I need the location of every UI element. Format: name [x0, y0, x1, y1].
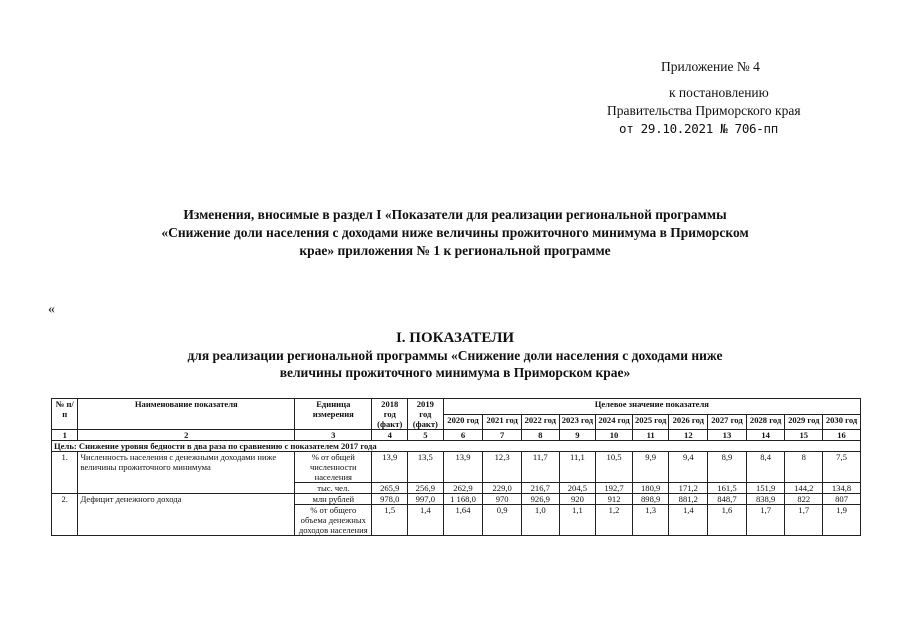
title-line-1: Изменения, вносимые в раздел I «Показатели для реализации региональной программы	[183, 207, 727, 222]
annex-date: от 29.10.2021 № 706-пп	[619, 121, 778, 136]
header-year: 2029 год	[785, 414, 823, 430]
header-number: № п/п	[52, 399, 78, 430]
index-cell: 16	[823, 430, 861, 441]
header-row	[52, 399, 861, 415]
index-cell: 11	[632, 430, 669, 441]
index-cell: 8	[521, 430, 559, 441]
row-value: 1,7	[746, 505, 785, 536]
section-line-2: величины прожиточного минимума в Приморском крае»	[279, 365, 631, 380]
row-value: 144,2	[785, 483, 823, 494]
annex-resolution: к постановлению	[669, 85, 769, 100]
index-row	[52, 430, 861, 441]
row-value: 838,9	[746, 494, 785, 505]
header-2019: 2019 год (факт)	[408, 399, 444, 430]
table-row	[52, 494, 861, 505]
header-target: Целевое значение показателя	[443, 399, 860, 415]
row-value: 204,5	[559, 483, 596, 494]
open-quote: «	[48, 302, 55, 317]
row-value: 192,7	[596, 483, 633, 494]
row-value: 1,6	[708, 505, 747, 536]
row-value: 970	[483, 494, 522, 505]
section-title	[110, 330, 800, 381]
row-value: 262,9	[443, 483, 483, 494]
row-value: 920	[559, 494, 596, 505]
row-value: 1,0	[521, 505, 559, 536]
row-value: 180,9	[632, 483, 669, 494]
row-name: Численность населения с денежными доходами ниже величины прожиточного минимума	[78, 452, 295, 494]
row-value: 11,1	[559, 452, 596, 483]
row-value: 11,7	[521, 452, 559, 483]
annex-block	[595, 58, 835, 138]
title-line-3: крае» приложения № 1 к региональной программе	[299, 243, 611, 258]
header-year: 2026 год	[669, 414, 708, 430]
row-value: 151,9	[746, 483, 785, 494]
header-year: 2030 год	[823, 414, 861, 430]
index-cell: 4	[372, 430, 408, 441]
row-value: 0,9	[483, 505, 522, 536]
header-unit: Единица измерения	[295, 399, 372, 430]
row-value: 12,3	[483, 452, 522, 483]
index-cell: 2	[78, 430, 295, 441]
annex-government: Правительства Приморского края	[607, 103, 801, 118]
annex-number: Приложение № 4	[661, 59, 760, 74]
row-value: 216,7	[521, 483, 559, 494]
row-value: 13,9	[372, 452, 408, 483]
index-cell: 14	[746, 430, 785, 441]
row-value: 1,3	[632, 505, 669, 536]
index-cell: 3	[295, 430, 372, 441]
row-value: 978,0	[372, 494, 408, 505]
section-heading: I. ПОКАЗАТЕЛИ	[395, 330, 515, 346]
row-value: 1,64	[443, 505, 483, 536]
row-value: 926,9	[521, 494, 559, 505]
row-value: 1 168,0	[443, 494, 483, 505]
row-value: 8	[785, 452, 823, 483]
row-unit: % от общего объема денежных доходов населения	[295, 505, 372, 536]
header-year: 2022 год	[521, 414, 559, 430]
row-value: 997,0	[408, 494, 444, 505]
header-year: 2021 год	[483, 414, 522, 430]
index-cell: 5	[408, 430, 444, 441]
row-value: 161,5	[708, 483, 747, 494]
header-year: 2028 год	[746, 414, 785, 430]
header-year: 2025 год	[632, 414, 669, 430]
header-name: Наименование показателя	[78, 399, 295, 430]
row-value: 171,2	[669, 483, 708, 494]
row-value: 912	[596, 494, 633, 505]
row-value: 7,5	[823, 452, 861, 483]
row-value: 1,2	[596, 505, 633, 536]
index-cell: 13	[708, 430, 747, 441]
table-row	[52, 452, 861, 483]
row-unit: тыс. чел.	[295, 483, 372, 494]
header-year: 2027 год	[708, 414, 747, 430]
row-value: 1,4	[408, 505, 444, 536]
row-value: 1,5	[372, 505, 408, 536]
header-year: 2020 год	[443, 414, 483, 430]
index-cell: 10	[596, 430, 633, 441]
header-year: 2023 год	[559, 414, 596, 430]
row-number: 2.	[52, 494, 78, 536]
index-cell: 7	[483, 430, 522, 441]
index-cell: 12	[669, 430, 708, 441]
row-unit: млн рублей	[295, 494, 372, 505]
index-cell: 6	[443, 430, 483, 441]
row-value: 265,9	[372, 483, 408, 494]
document-title	[110, 206, 800, 260]
row-value: 10,5	[596, 452, 633, 483]
row-value: 9,9	[632, 452, 669, 483]
row-value: 13,9	[443, 452, 483, 483]
title-line-2: «Снижение доли населения с доходами ниже величины прожиточного минимума в Приморском	[161, 225, 749, 240]
header-2018: 2018 год (факт)	[372, 399, 408, 430]
row-value: 1,7	[785, 505, 823, 536]
row-value: 898,9	[632, 494, 669, 505]
goal-cell: Цель: Снижение уровня бедности в два раза по сравнению с показателем 2017 года	[52, 441, 861, 452]
row-value: 134,8	[823, 483, 861, 494]
index-cell: 1	[52, 430, 78, 441]
index-cell: 15	[785, 430, 823, 441]
row-value: 8,9	[708, 452, 747, 483]
row-name: Дефицит денежного дохода	[78, 494, 295, 536]
row-value: 13,5	[408, 452, 444, 483]
section-line-1: для реализации региональной программы «Снижение доли населения с доходами ниже	[187, 348, 723, 363]
row-value: 256,9	[408, 483, 444, 494]
row-value: 1,9	[823, 505, 861, 536]
row-value: 807	[823, 494, 861, 505]
row-value: 822	[785, 494, 823, 505]
row-unit: % от общей численности населения	[295, 452, 372, 483]
row-value: 8,4	[746, 452, 785, 483]
row-value: 1,4	[669, 505, 708, 536]
row-value: 848,7	[708, 494, 747, 505]
header-year: 2024 год	[596, 414, 633, 430]
indicators-table	[51, 398, 861, 536]
row-value: 229,0	[483, 483, 522, 494]
row-number: 1.	[52, 452, 78, 494]
goal-row	[52, 441, 861, 452]
row-value: 881,2	[669, 494, 708, 505]
index-cell: 9	[559, 430, 596, 441]
row-value: 1,1	[559, 505, 596, 536]
row-value: 9,4	[669, 452, 708, 483]
